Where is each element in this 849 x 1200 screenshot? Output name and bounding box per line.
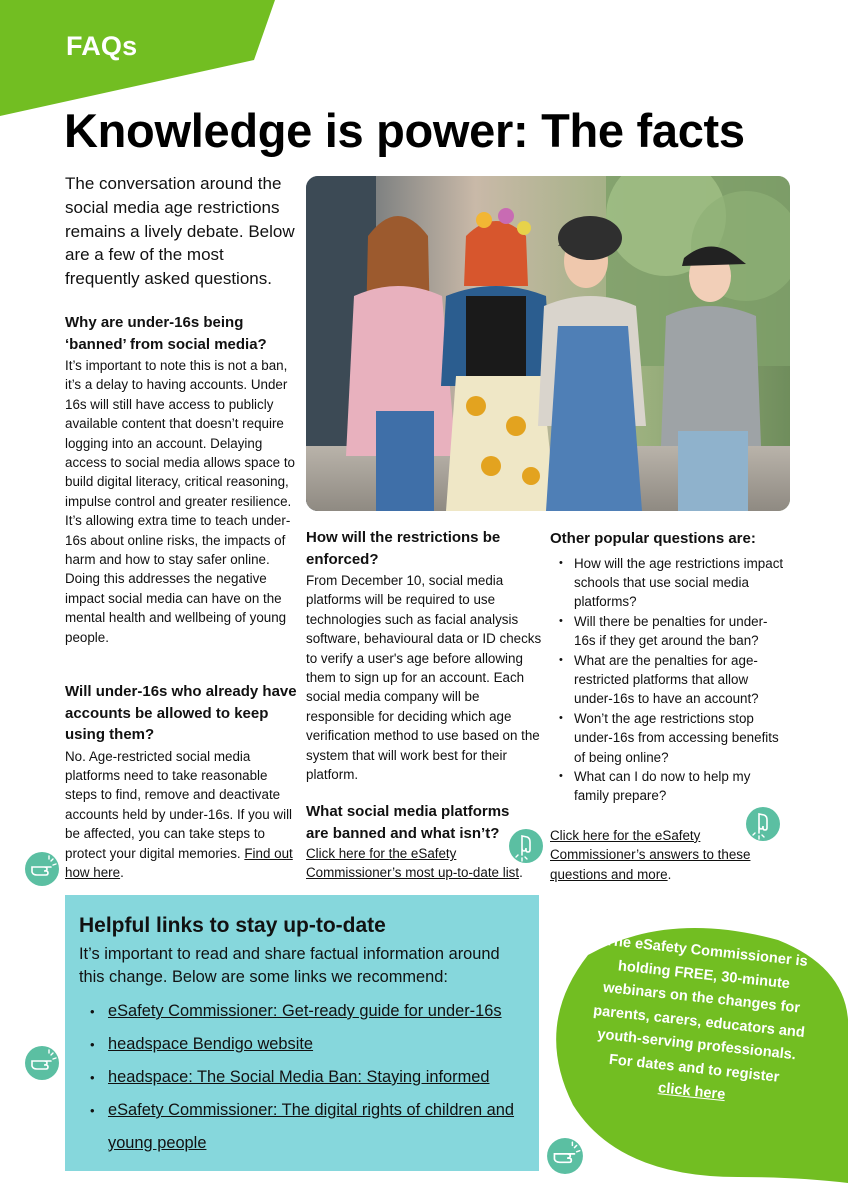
list-item: • Won’t the age restrictions stop under-16s from accessing benefits of being online?: [550, 709, 788, 767]
helpful-links-box: [65, 895, 539, 1171]
faq-banner: [0, 0, 275, 116]
teens-illustration: [306, 176, 790, 511]
other-questions-list: [550, 554, 788, 806]
faq-other-suffix: .: [667, 866, 672, 882]
faq-accounts-answer: No. Age-restricted social media platforms need to take reasonable steps to find, remove and deactivate accounts held by under-16s. If you will be affected, you can take steps to protect your digital memories.: [65, 748, 293, 861]
platforms-list-link[interactable]: Click here for the eSafety Commissioner’s most up-to-date list: [306, 846, 520, 881]
find-out-how-link[interactable]: Find out how here: [65, 845, 293, 880]
webinar-register-link[interactable]: click here: [657, 1080, 727, 1104]
banner-shape: [0, 0, 275, 116]
faq-banned: [65, 312, 297, 647]
list-item: • Will there be penalties for under-16s if they get around the ban?: [550, 612, 788, 651]
faq-platforms-question: What social media platforms are banned and what isn’t?: [306, 803, 510, 842]
pointing-hand-icon: [745, 806, 781, 842]
helpful-links-heading: Helpful links to stay up-to-date: [79, 914, 386, 937]
teens-photo: [306, 176, 790, 511]
faq-enforced-answer: From December 10, social media platforms will be required to use technologies such as facial analysis software, behavioural data or ID checks to verify a user's age before allowing them to sign up for an account. Each social media company will be responsible for deciding which age verification method to use based on the system that will work best for their platform.: [306, 573, 542, 783]
pointing-hand-icon: [508, 828, 544, 864]
faq-accounts-answer-block: [65, 747, 297, 883]
link-headspace-staying-informed[interactable]: headspace: The Social Media Ban: Staying informed: [108, 1068, 490, 1086]
banner-label: FAQs: [66, 31, 138, 61]
faq-banned-answer: It’s important to note this is not a ban, it’s a delay to having accounts. Under 16s will still have access to publicly available content that doesn’t require logging into an account. Delaying access to social media allows space to build digital literacy, critical reasoning, impulse control and greater resilience. It’s allowing extra time to teach under-16s about online risks, the impacts of harm and how to stay safer online. Doing this addresses the negative impact social media can have on the mental health and wellbeing of young people.: [65, 358, 295, 645]
list-item: • What can I do now to help my family prepare?: [550, 767, 788, 806]
pointing-hand-icon: [24, 851, 60, 887]
faq-other-heading: Other popular questions are:: [550, 530, 756, 547]
pointing-hand-icon: [546, 1137, 584, 1175]
page-title: Knowledge is power: The facts: [64, 104, 745, 157]
pointing-hand-icon: [24, 1045, 60, 1081]
list-item: [79, 1061, 525, 1094]
faq-enforced-question: How will the restrictions be enforced?: [306, 529, 501, 568]
helpful-links-list: [79, 995, 525, 1160]
link-digital-rights[interactable]: eSafety Commissioner: The digital rights of children and young people: [108, 1101, 515, 1152]
faq-other-link-block: [550, 826, 775, 884]
webinar-message: [580, 929, 818, 1116]
list-item: [79, 995, 525, 1028]
list-item: [79, 1094, 525, 1160]
link-get-ready-guide[interactable]: eSafety Commissioner: Get-ready guide for under-16s: [108, 1002, 502, 1020]
faq-accounts-suffix: .: [120, 864, 124, 880]
helpful-links-description: It’s important to read and share factual information around this change. Below are some links we recommend:: [79, 945, 500, 986]
link-headspace-bendigo[interactable]: headspace Bendigo website: [108, 1035, 314, 1053]
webinar-text: The eSafety Commissioner is holding FREE, 30-minute webinars on the changes for parents, carers, educators and youth-serving professionals. For dates and to register: [592, 932, 809, 1086]
list-item: [79, 1028, 525, 1061]
faq-enforced: [306, 527, 544, 784]
intro-text: The conversation around the social media age restrictions remains a lively debate. Below are a few of the most frequently asked questions.: [65, 174, 295, 289]
list-item: • How will the age restrictions impact schools that use social media platforms?: [550, 554, 788, 612]
faq-banned-question: Why are under-16s being ‘banned’ from social media?: [65, 314, 267, 353]
faq-accounts: [65, 681, 297, 882]
faq-platforms-suffix: .: [519, 865, 523, 881]
other-questions-link[interactable]: Click here for the eSafety Commissioner’s answers to these questions and more: [550, 827, 751, 882]
list-item: • What are the penalties for age-restricted platforms that allow under-16s to have an account?: [550, 651, 788, 709]
faq-accounts-question: Will under-16s who already have accounts be allowed to keep using them?: [65, 683, 297, 743]
